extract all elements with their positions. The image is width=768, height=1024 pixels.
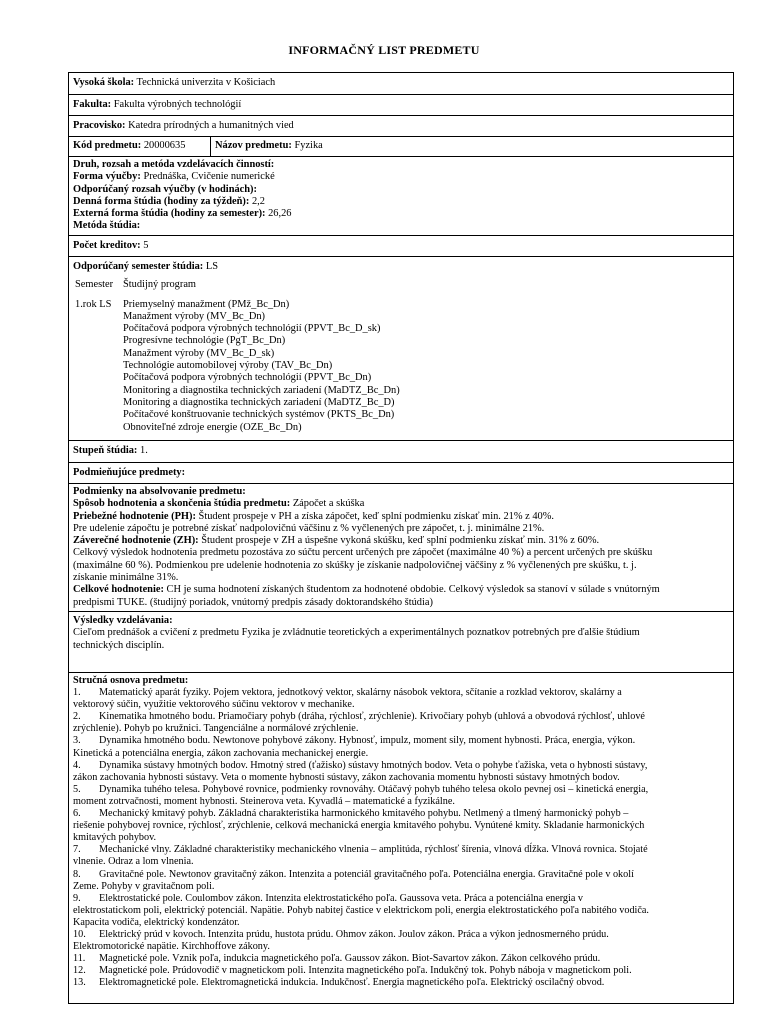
row-degree bbox=[69, 441, 733, 463]
workplace-label: Pracovisko: bbox=[73, 120, 126, 131]
info-sheet bbox=[68, 72, 734, 1004]
program-item: Monitoring a diagnostika technických zariadení (MaDTZ_Bc_D) bbox=[123, 396, 395, 408]
outline-text: zrýchlenie). Pohyb po kružnici. Tangenciálne a normálové zrýchlenie. bbox=[73, 723, 359, 735]
outline-item bbox=[73, 808, 729, 844]
outline-text: vlnenie. Odraz a lom vlnenia. bbox=[73, 856, 194, 868]
overall-line-3: získanie minimálne 31%. bbox=[73, 572, 179, 584]
outline-number: 10. bbox=[73, 928, 86, 940]
program-item: Počítačová podpora výrobných technológií (PPVT_Bc_D_sk) bbox=[123, 323, 381, 335]
conditions-heading: Podmienky na absolvovanie predmetu: bbox=[73, 486, 246, 497]
row-outline bbox=[69, 673, 733, 1003]
row-semester bbox=[69, 257, 733, 441]
outline-number: 2. bbox=[73, 711, 81, 723]
row-outcomes bbox=[69, 612, 733, 673]
daily-label: Denná forma štúdia (hodiny za týždeň): bbox=[73, 195, 250, 207]
row-faculty bbox=[69, 95, 733, 116]
outline-text: Dynamika sústavy hmotných bodov. Hmotný stred (ťažisko) sústavy hmotných bodov. Veta o pohybe ťažiska, veta o hybnosti sústavy, bbox=[99, 759, 648, 771]
row-workplace bbox=[69, 116, 733, 137]
outline-text: Matematický aparát fyziky. Pojem vektora, jednotkový vektor, skalárny násobok vektora, sčítanie a rozklad vektorov, skalárny a bbox=[99, 687, 622, 699]
outline-number: 5. bbox=[73, 783, 81, 795]
ph-note: Pre udelenie zápočtu je potrebné získať nadpolovičnú väčšinu z % vyčlenených pre zápočet, t. j. minimálne 21%. bbox=[73, 522, 545, 534]
outcomes-line-2: technických disciplín. bbox=[73, 639, 165, 651]
outline-text: Elektrostatické pole. Coulombov zákon. Intenzita elektrostatického poľa. Gaussova veta. Práca a potenciálna energia v bbox=[99, 892, 584, 904]
row-conditions bbox=[69, 484, 733, 612]
outcomes-line-1: Cieľom prednášok a cvičení z predmetu Fyzika je zvládnutie teoretických a experimentálnych poznatkov potrebných pre ďalšie štúdium bbox=[73, 627, 640, 639]
outline-number: 9. bbox=[73, 892, 81, 904]
method-heading: Druh, rozsah a metóda vzdelávacích činností: bbox=[73, 159, 275, 170]
external-label: Externá forma štúdia (hodiny za semester): bbox=[73, 208, 266, 220]
program-row bbox=[75, 299, 729, 434]
program-year: 1.rok LS bbox=[75, 298, 112, 310]
name-cell bbox=[211, 137, 327, 156]
outline-label: Stručná osnova predmetu: bbox=[73, 675, 189, 686]
faculty-value: Fakulta výrobných technológií bbox=[113, 99, 242, 110]
form-value: Prednáška, Cvičenie numerické bbox=[143, 171, 275, 183]
outline-text: vektorový súčin, využitie vektorového súčinu vektorov v mechanike. bbox=[73, 699, 355, 711]
row-prereq bbox=[69, 463, 733, 484]
overall-line-1: Celkový výsledok hodnotenia predmetu pozostáva zo súčtu percent určených pre zápočet (maximálne 40 %) a percent určených pre skúšku bbox=[73, 547, 653, 559]
program-item: Manažment výroby (MV_Bc_D_sk) bbox=[123, 347, 275, 359]
program-table-header bbox=[75, 279, 729, 291]
col-program-header: Študijný program bbox=[123, 279, 197, 291]
program-item: Manažment výroby (MV_Bc_Dn) bbox=[123, 310, 265, 322]
range-label: Odporúčaný rozsah výučby (v hodinách): bbox=[73, 183, 257, 195]
program-list bbox=[123, 299, 400, 434]
program-item: Obnoviteľné zdroje energie (OZE_Bc_Dn) bbox=[123, 421, 302, 433]
outline-item bbox=[73, 760, 729, 784]
code-cell bbox=[69, 137, 211, 156]
total-label: Celkové hodnotenie: bbox=[73, 584, 164, 596]
study-method-label: Metóda štúdia: bbox=[73, 220, 141, 232]
outline-number: 8. bbox=[73, 868, 81, 880]
program-item: Monitoring a diagnostika technických zariadení (MaDTZ_Bc_Dn) bbox=[123, 384, 400, 396]
degree-value: 1. bbox=[140, 445, 148, 456]
outline-text: moment zotrvačnosti, moment hybnosti. Steinerova veta. Kyvadlá – matematické a fyzikálne. bbox=[73, 795, 455, 807]
zh-value: Študent prospeje v ZH a úspešne vykoná skúšku, keď splní podmienku získať min. 31% z 60%. bbox=[201, 535, 600, 547]
ph-value: Študent prospeje v PH a získa zápočet, keď splní podmienku získať min. 21% z 40%. bbox=[198, 510, 554, 522]
ph-label: Priebežné hodnotenie (PH): bbox=[73, 510, 196, 522]
outline-text: Mechanický kmitavý pohyb. Základná charakteristika harmonického kmitavého pohybu. Netlmený a tlmený harmonický pohyb – bbox=[99, 808, 629, 820]
semester-label: Odporúčaný semester štúdia: bbox=[73, 261, 204, 272]
outline-item bbox=[73, 735, 729, 759]
outline-text: Dynamika tuhého telesa. Pohybové rovnice, podmienky rovnováhy. Otáčavý pohyb tuhého telesa okolo pevnej osi – kinetická energia, bbox=[99, 783, 649, 795]
row-school bbox=[69, 73, 733, 95]
program-item: Počítačové konštruovanie technických systémov (PKTS_Bc_Dn) bbox=[123, 409, 395, 421]
outline-text: Elektrický prúd v kovoch. Intenzita prúdu, hustota prúdu. Ohmov zákon. Joulov zákon. Práca a výkon jednosmerného prúdu. bbox=[99, 928, 609, 940]
workplace-value: Katedra prírodných a humanitných vied bbox=[128, 120, 294, 131]
outline-text: Magnetické pole. Vznik poľa, indukcia magnetického poľa. Gaussov zákon. Biot-Savartov zákon. Zákon celkového prúdu. bbox=[99, 953, 601, 965]
overall-line-2: (maximálne 60 %). Podmienkou pre udelenie hodnotenia zo skúšky je získanie nadpolovičnej väčšiny z % vyčlenených pre skúšku, t. j. bbox=[73, 559, 637, 571]
faculty-label: Fakulta: bbox=[73, 99, 112, 110]
school-value: Technická univerzita v Košiciach bbox=[136, 77, 276, 88]
credits-label: Počet kreditov: bbox=[73, 240, 141, 251]
col-semester-header: Semester bbox=[75, 279, 114, 291]
program-item: Počítačová podpora výrobných technológií (PPVT_Bc_Dn) bbox=[123, 372, 372, 384]
outline-item bbox=[73, 893, 729, 929]
outline-text: Kinetická a potenciálna energia, zákon zachovania mechanickej energie. bbox=[73, 747, 369, 759]
external-value: 26,26 bbox=[268, 208, 292, 220]
outline-item bbox=[73, 929, 729, 953]
outline-number: 6. bbox=[73, 808, 81, 820]
outline-text: Magnetické pole. Prúdovodič v magnetickom poli. Intenzita magnetického poľa. Indukčný tok. Pohyb náboja v magnetickom poli. bbox=[99, 965, 632, 977]
form-label: Forma výučby: bbox=[73, 171, 141, 183]
code-value: 20000635 bbox=[143, 140, 186, 151]
how-value: Zápočet a skúška bbox=[292, 498, 365, 510]
outline-item bbox=[73, 687, 729, 711]
name-label: Názov predmetu: bbox=[215, 140, 292, 151]
outline-text: elektrostatickom poli, elektrický potenciál. Napätie. Pohyb nabitej častice v elektrickom poli, energia elektrostatického poľa nabitého vodiča. bbox=[73, 904, 649, 916]
outline-item bbox=[73, 844, 729, 868]
total-line-2: predpismi TUKE. (študijný poriadok, vnútorný predpis zásady doktorandského štúdia) bbox=[73, 596, 433, 608]
code-label: Kód predmetu: bbox=[73, 140, 142, 151]
outline-text: Zeme. Pohyby v gravitačnom poli. bbox=[73, 880, 215, 892]
outline-number: 11. bbox=[73, 953, 86, 965]
outline-number: 13. bbox=[73, 977, 86, 989]
row-credits bbox=[69, 236, 733, 257]
outline-number: 4. bbox=[73, 759, 81, 771]
outline-text: Kinematika hmotného bodu. Priamočiary pohyb (dráha, rýchlosť, zrýchlenie). Krivočiary pohyb (uhlová a obvodová rýchlosť, uhlové bbox=[99, 711, 645, 723]
row-method bbox=[69, 157, 733, 236]
semester-value: LS bbox=[205, 261, 219, 272]
page-title: INFORMAČNÝ LIST PREDMETU bbox=[288, 43, 480, 57]
outline-item bbox=[73, 869, 729, 893]
outline-item bbox=[73, 977, 729, 989]
total-value: CH je suma hodnotení získaných študentom za hodnotené obdobie. Celkový výsledok sa stanoví v súlade s vnútorným bbox=[166, 584, 660, 596]
outline-text: Elektromotorické napätie. Kirchhoffove zákony. bbox=[73, 941, 270, 953]
outline-text: Gravitačné pole. Newtonov gravitačný zákon. Intenzita a potenciál gravitačného poľa. Potenciálna energia. Gravitačné pole v okolí bbox=[99, 868, 634, 880]
credits-value: 5 bbox=[143, 240, 149, 251]
how-label: Spôsob hodnotenia a skončenia štúdia predmetu: bbox=[73, 498, 291, 510]
outline-text: riešenie pohybovej rovnice, rýchlosť, zrýchlenie, celková mechanická energia kmitavého pohybu. Vynútené kmity. Skladanie harmonických bbox=[73, 820, 645, 832]
outline-number: 7. bbox=[73, 844, 81, 856]
program-item: Priemyselný manažment (PMž_Bc_Dn) bbox=[123, 298, 290, 310]
outline-text: Elektromagnetické pole. Elektromagnetická indukcia. Indukčnosť. Energia magnetického poľa. Elektrický oscilačný obvod. bbox=[99, 977, 605, 989]
outline-text: Mechanické vlny. Základné charakteristiky mechanického vlnenia – amplitúda, rýchlosť šírenia, vlnová dĺžka. Vlnová rovnica. Stojaté bbox=[99, 844, 648, 856]
daily-value: 2,2 bbox=[251, 195, 265, 207]
degree-label: Stupeň štúdia: bbox=[73, 445, 138, 456]
program-item: Progresívne technológie (PgT_Bc_Dn) bbox=[123, 335, 286, 347]
outcomes-label: Výsledky vzdelávania: bbox=[73, 615, 173, 626]
prereq-label: Podmieňujúce predmety: bbox=[73, 467, 186, 478]
program-table bbox=[73, 279, 729, 434]
outline-item bbox=[73, 965, 729, 977]
outline-text: Kapacita vodiča, elektrický kondenzátor. bbox=[73, 916, 240, 928]
program-item: Technológie automobilovej výroby (TAV_Bc_Dn) bbox=[123, 360, 333, 372]
school-label: Vysoká škola: bbox=[73, 77, 135, 88]
outline-text: Dynamika hmotného bodu. Newtonove pohybové zákony. Hybnosť, impulz, moment sily, moment hybnosti. Práca, energia, výkon. bbox=[99, 735, 636, 747]
outline-text: kmitavých pohybov. bbox=[73, 832, 157, 844]
outline-item bbox=[73, 711, 729, 735]
outline-number: 12. bbox=[73, 965, 86, 977]
name-value: Fyzika bbox=[294, 140, 323, 151]
outline-item bbox=[73, 784, 729, 808]
row-code-name bbox=[69, 137, 733, 157]
zh-label: Záverečné hodnotenie (ZH): bbox=[73, 535, 199, 547]
outline-number: 3. bbox=[73, 735, 81, 747]
outline-text: zákon zachovania hybnosti sústavy. Veta o momente hybnosti sústavy, zákon zachovania momentu hybnosti sústavy hmotných bodov. bbox=[73, 771, 620, 783]
outline-number: 1. bbox=[73, 687, 81, 699]
outline-item bbox=[73, 953, 729, 965]
